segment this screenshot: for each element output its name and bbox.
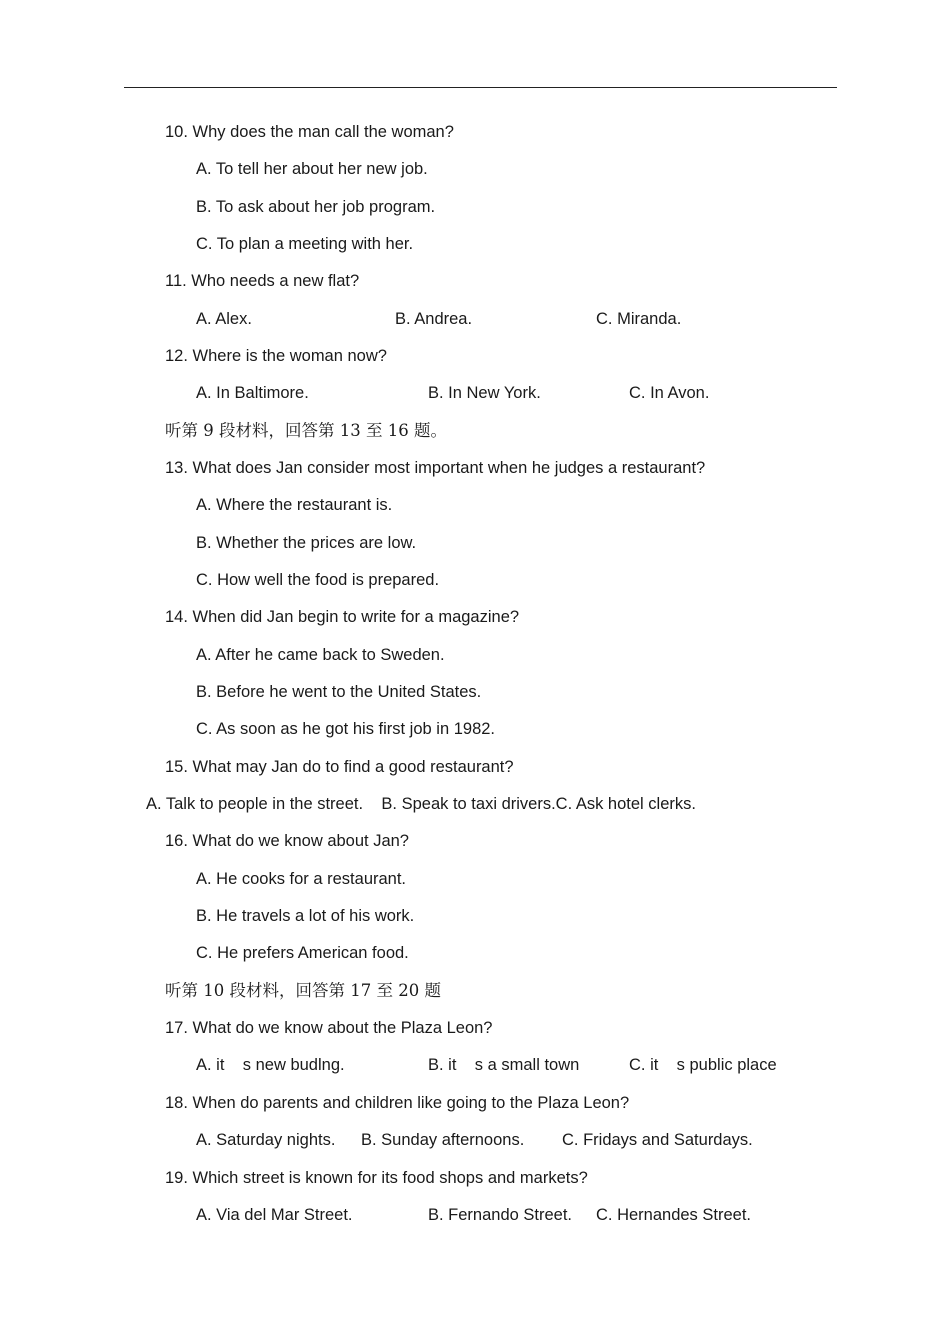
question-11-option-c: C. Miranda.	[596, 310, 682, 328]
question-15-stem: 15. What may Jan do to find a good restaurant?	[165, 758, 514, 776]
question-17-option-b: B. it s a small town	[428, 1056, 580, 1074]
header-rule	[124, 87, 837, 88]
question-12-option-a: A. In Baltimore.	[196, 384, 309, 402]
question-16-option-c: C. He prefers American food.	[196, 944, 409, 962]
question-18-stem: 18. When do parents and children like going to the Plaza Leon?	[165, 1094, 630, 1112]
question-19-option-b: B. Fernando Street.	[428, 1206, 572, 1224]
question-11-stem: 11. Who needs a new flat?	[165, 272, 360, 290]
section-9-instruction: 听第 9 段材料，回答第 13 至 16 题。	[165, 421, 447, 440]
question-18-option-a: A. Saturday nights.	[196, 1131, 336, 1149]
question-10-option-a: A. To tell her about her new job.	[196, 160, 428, 178]
question-11-option-b: B. Andrea.	[395, 310, 473, 328]
question-10-option-b: B. To ask about her job program.	[196, 198, 436, 216]
question-14-option-b: B. Before he went to the United States.	[196, 683, 482, 701]
question-17-option-c: C. it s public place	[629, 1056, 777, 1074]
question-12-option-c: C. In Avon.	[629, 384, 710, 402]
question-16-option-b: B. He travels a lot of his work.	[196, 907, 415, 925]
question-18-option-b: B. Sunday afternoons.	[361, 1131, 525, 1149]
question-13-stem: 13. What does Jan consider most important when he judges a restaurant?	[165, 459, 706, 477]
question-10-stem: 10. Why does the man call the woman?	[165, 123, 454, 141]
question-17-option-a: A. it s new budlng.	[196, 1056, 345, 1074]
question-16-option-a: A. He cooks for a restaurant.	[196, 870, 407, 888]
question-13-option-c: C. How well the food is prepared.	[196, 571, 440, 589]
question-14-option-c: C. As soon as he got his first job in 1982.	[196, 720, 496, 738]
question-12-stem: 12. Where is the woman now?	[165, 347, 387, 365]
question-19-option-a: A. Via del Mar Street.	[196, 1206, 353, 1224]
question-14-option-a: A. After he came back to Sweden.	[196, 646, 445, 664]
question-11-option-a: A. Alex.	[196, 310, 252, 328]
question-19-option-c: C. Hernandes Street.	[596, 1206, 751, 1224]
question-13-option-a: A. Where the restaurant is.	[196, 496, 393, 514]
question-13-option-b: B. Whether the prices are low.	[196, 534, 417, 552]
question-10-option-c: C. To plan a meeting with her.	[196, 235, 414, 253]
question-12-option-b: B. In New York.	[428, 384, 541, 402]
question-18-option-c: C. Fridays and Saturdays.	[562, 1131, 753, 1149]
question-14-stem: 14. When did Jan begin to write for a magazine?	[165, 608, 520, 626]
question-17-stem: 17. What do we know about the Plaza Leon?	[165, 1019, 493, 1037]
question-15-options: A. Talk to people in the street. B. Speak to taxi drivers.C. Ask hotel clerks.	[146, 795, 696, 813]
question-19-stem: 19. Which street is known for its food shops and markets?	[165, 1169, 588, 1187]
question-16-stem: 16. What do we know about Jan?	[165, 832, 409, 850]
section-10-instruction: 听第 10 段材料，回答第 17 至 20 题	[165, 981, 441, 1000]
